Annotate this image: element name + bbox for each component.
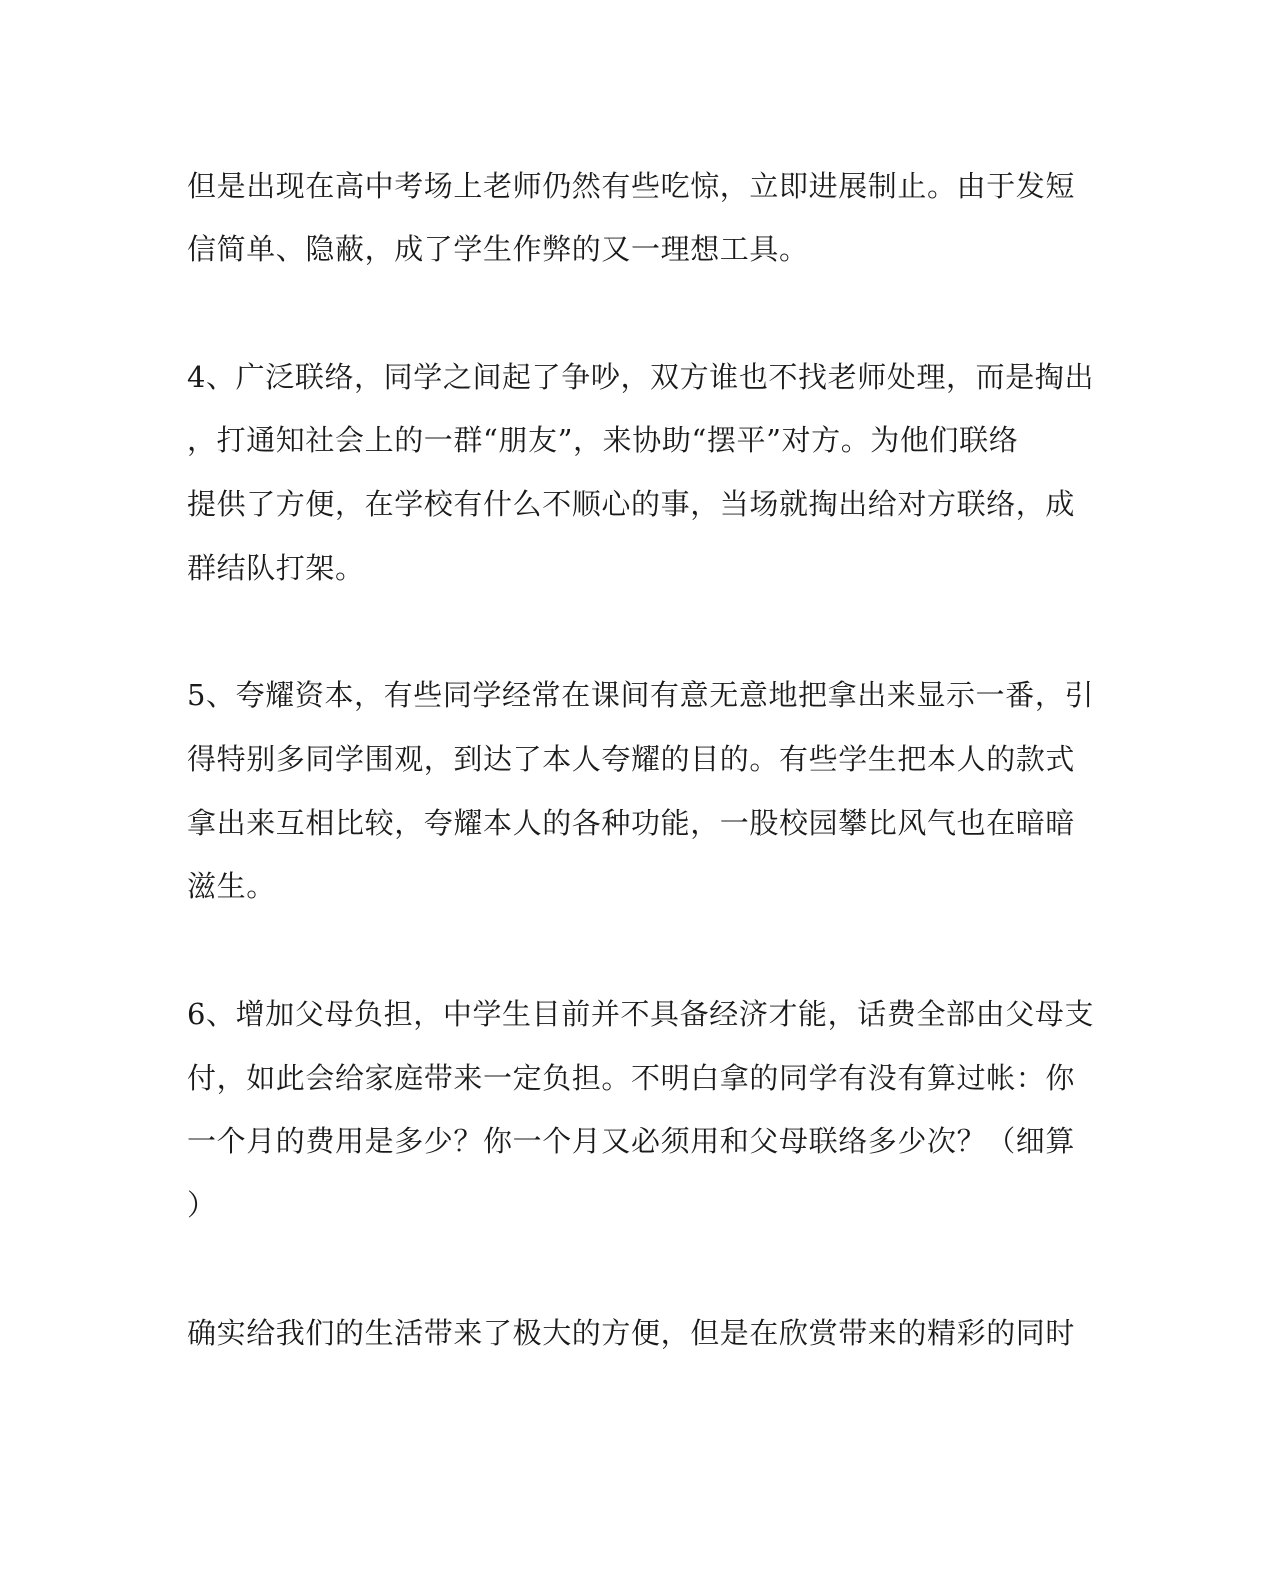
paragraph-1-line-2: 信简单、隐蔽，成了学生作弊的又一理想工具。: [187, 232, 809, 266]
paragraph-1-line-1: 但是出现在高中考场上老师仍然有些吃惊，立即进展制止。由于发短: [187, 169, 1076, 203]
paragraph-2-line-3: 提供了方便，在学校有什么不顺心的事，当场就掏出给对方联络，成: [187, 487, 1076, 521]
paragraph-4-line-3: 一个月的费用是多少？你一个月又必须用和父母联络多少次？（细算: [187, 1124, 1076, 1158]
paragraph-4-line-4: ）: [187, 1188, 217, 1222]
paragraph-4-line-1: 6、增加父母负担，中学生目前并不具备经济才能，话费全部由父母支: [187, 997, 1095, 1031]
paragraph-3-line-3: 拿出来互相比较，夸耀本人的各种功能，一股校园攀比风气也在暗暗: [187, 806, 1076, 840]
paragraph-3-line-1: 5、夸耀资本，有些同学经常在课间有意无意地把拿出来显示一番，引: [187, 678, 1095, 712]
paragraph-2-line-2: ，打通知社会上的一群“朋友”，来协助“摆平”对方。为他们联络: [187, 423, 1019, 457]
paragraph-5-line-1: 确实给我们的生活带来了极大的方便，但是在欣赏带来的精彩的同时: [187, 1316, 1076, 1350]
paragraph-4-line-2: 付，如此会给家庭带来一定负担。不明白拿的同学有没有算过帐：你: [187, 1061, 1076, 1095]
paragraph-3-line-2: 得特别多同学围观，到达了本人夸耀的目的。有些学生把本人的款式: [187, 742, 1076, 776]
paragraph-2-line-1: 4、广泛联络，同学之间起了争吵，双方谁也不找老师处理，而是掏出: [187, 360, 1095, 394]
paragraph-3-line-4: 滋生。: [187, 869, 276, 903]
paragraph-2-line-4: 群结队打架。: [187, 551, 365, 585]
